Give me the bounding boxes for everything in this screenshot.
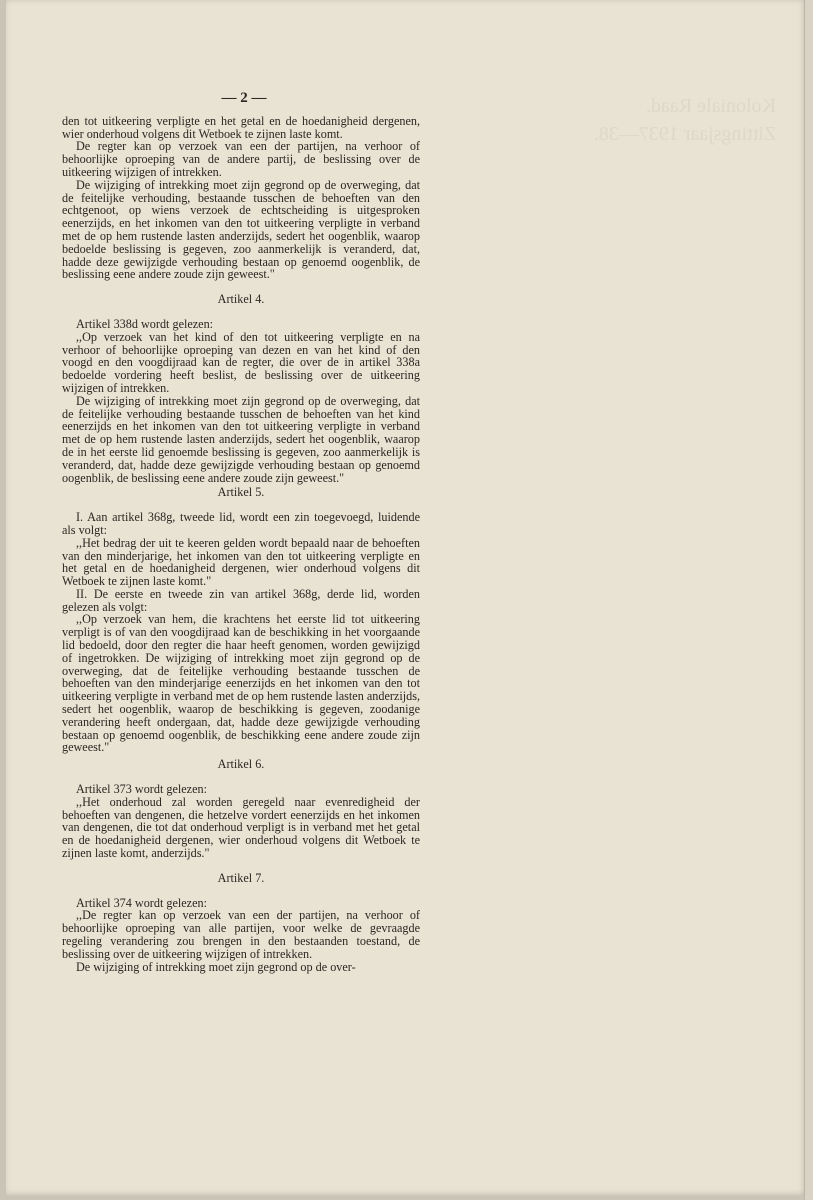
intro-section [62,115,420,281]
page-edge [804,0,813,1200]
article-heading: Artikel 5. [217,485,265,500]
paragraph: Artikel 338d wordt gelezen: [76,316,214,331]
document-body [62,92,420,973]
paragraph: ,,Het onderhoud zal worden geregeld naar evenredigheid der behoeften van dengenen, die hetzelve vordert eenerzijds en het inkomen van dengenen, die tot dat onderhoud verpligt is in verband met het getal en de hoedanigheid dergenen, wier onderhoud volgens dit Wetboek te zijnen laste komt, anderzijds." [62,794,420,861]
article-heading: Artikel 6. [217,757,265,772]
paragraph: De wijziging of intrekking moet zijn gegrond op de overweging, dat de feitelijke verhouding, bestaande tusschen de behoeften van den echtgenoot, op wiens verzoek de echtscheiding is uitgesproken eenerzijds, en het inkomen van den tot uitkeering verpligte in verband met de op hem rustende lasten anderzijds, sedert het oogenblik, waarop bedoelde beslissing is gegeven, zoo aanmerkelijk is veranderd, dat, hadde deze gewijzigde verhouding bestaan op genoemd oogenblik, de beslissing eene andere zoude zijn geweest." [62,177,420,282]
paragraph: De wijziging of intrekking moet zijn gegrond op de over- [76,959,356,974]
article-heading: Artikel 4. [217,292,265,307]
article-7 [62,897,420,974]
bleed-through-text: Koloniale Raad. Zittingsjaar 1937—38. [593,95,776,145]
paragraph: ,,Het bedrag der uit te keeren gelden wordt bepaald naar de behoeften van den minderjarige, het inkomen van den tot uitkeering verpligte en het getal en de hoedanigheid dergenen, wier onderhoud volgens dit Wetboek te zijnen laste komt." [62,535,420,589]
article-heading: Artikel 7. [217,870,265,885]
paragraph: De wijziging of intrekking moet zijn gegrond op de overweging, dat de feitelijke verhouding bestaande tusschen de behoeften van het kind eenerzijds en het inkomen van den tot uitkeering verpligte in verband met de op hem rustende lasten anderzijds, sedert het oogenblik, waarop de in het eerste lid genoemde beslissing is gegeven, zoo aanmerkelijk is veranderd, dat, hadde deze gewijzigde verhouding bestaan op genoemd oogenblik, de beslissing eene andere zoude zijn geweest." [62,393,420,485]
paragraph: ,,De regter kan op verzoek van een der partijen, na verhoor of behoorlijke oproeping van alle partijen, voor welke de gevraagde regeling verandering zou brengen in den bestaanden toestand, de beslissing over de uitkeering wijzigen of intrekken. [62,908,420,961]
article-5 [62,511,420,754]
paragraph: ,,Op verzoek van het kind of den tot uitkeering verpligte en na verhoor of behoorlijke oproeping van dezen en van het kind of den voogd en den voogdijraad kan de regter, die over de in artikel 338a bedoelde vordering heeft beslist, de beslissing over de uitkeering wijzigen of intrekken. [62,329,420,395]
paragraph: II. De eerste en tweede zin van artikel 368g, derde lid, worden gelezen als volgt: [62,586,420,614]
document-page [6,0,806,1196]
paragraph: den tot uitkeering verpligte en het getal en de hoedanigheid dergenen, wier onderhoud volgens dit Wetboek te zijnen laste komt. [62,113,420,141]
paragraph: Artikel 374 wordt gelezen: [76,895,207,910]
paragraph: I. Aan artikel 368g, tweede lid, wordt een zin toegevoegd, luidende als volgt: [62,510,420,537]
article-6 [62,783,420,860]
paragraph: Artikel 373 wordt gelezen: [76,782,207,797]
paragraph: De regter kan op verzoek van een der partijen, na verhoor of behoorlijke oproeping van de andere partij, de beslissing over de uitkeering wijzigen of intrekken. [62,139,420,179]
paragraph: ,,Op verzoek van hem, die krachtens het eerste lid tot uitkeering verpligt is of van den voogdijraad kan de beschikking in het voorgaande lid bedoeld, door den regter die haar heeft genomen, worden gewijzigd of ingetrokken. De wijziging of intrekking moet zijn gegrond op de overweging, dat de feitelijke verhouding bestaande tusschen de behoeften van den minderjarige eenerzijds en het inkomen van den tot uitkeering verpligte in verband met de op hem rustende lasten anderzijds, sedert het oogenblik, waarop de beschikking is gegeven, zoodanige verandering heeft ondergaan, dat, hadde deze gewijzigde verhouding bestaan op genoemd oogenblik, de beschikking eene andere zoude zijn geweest." [62,612,420,755]
page-number: — 2 — [221,90,267,106]
article-4 [62,318,420,484]
